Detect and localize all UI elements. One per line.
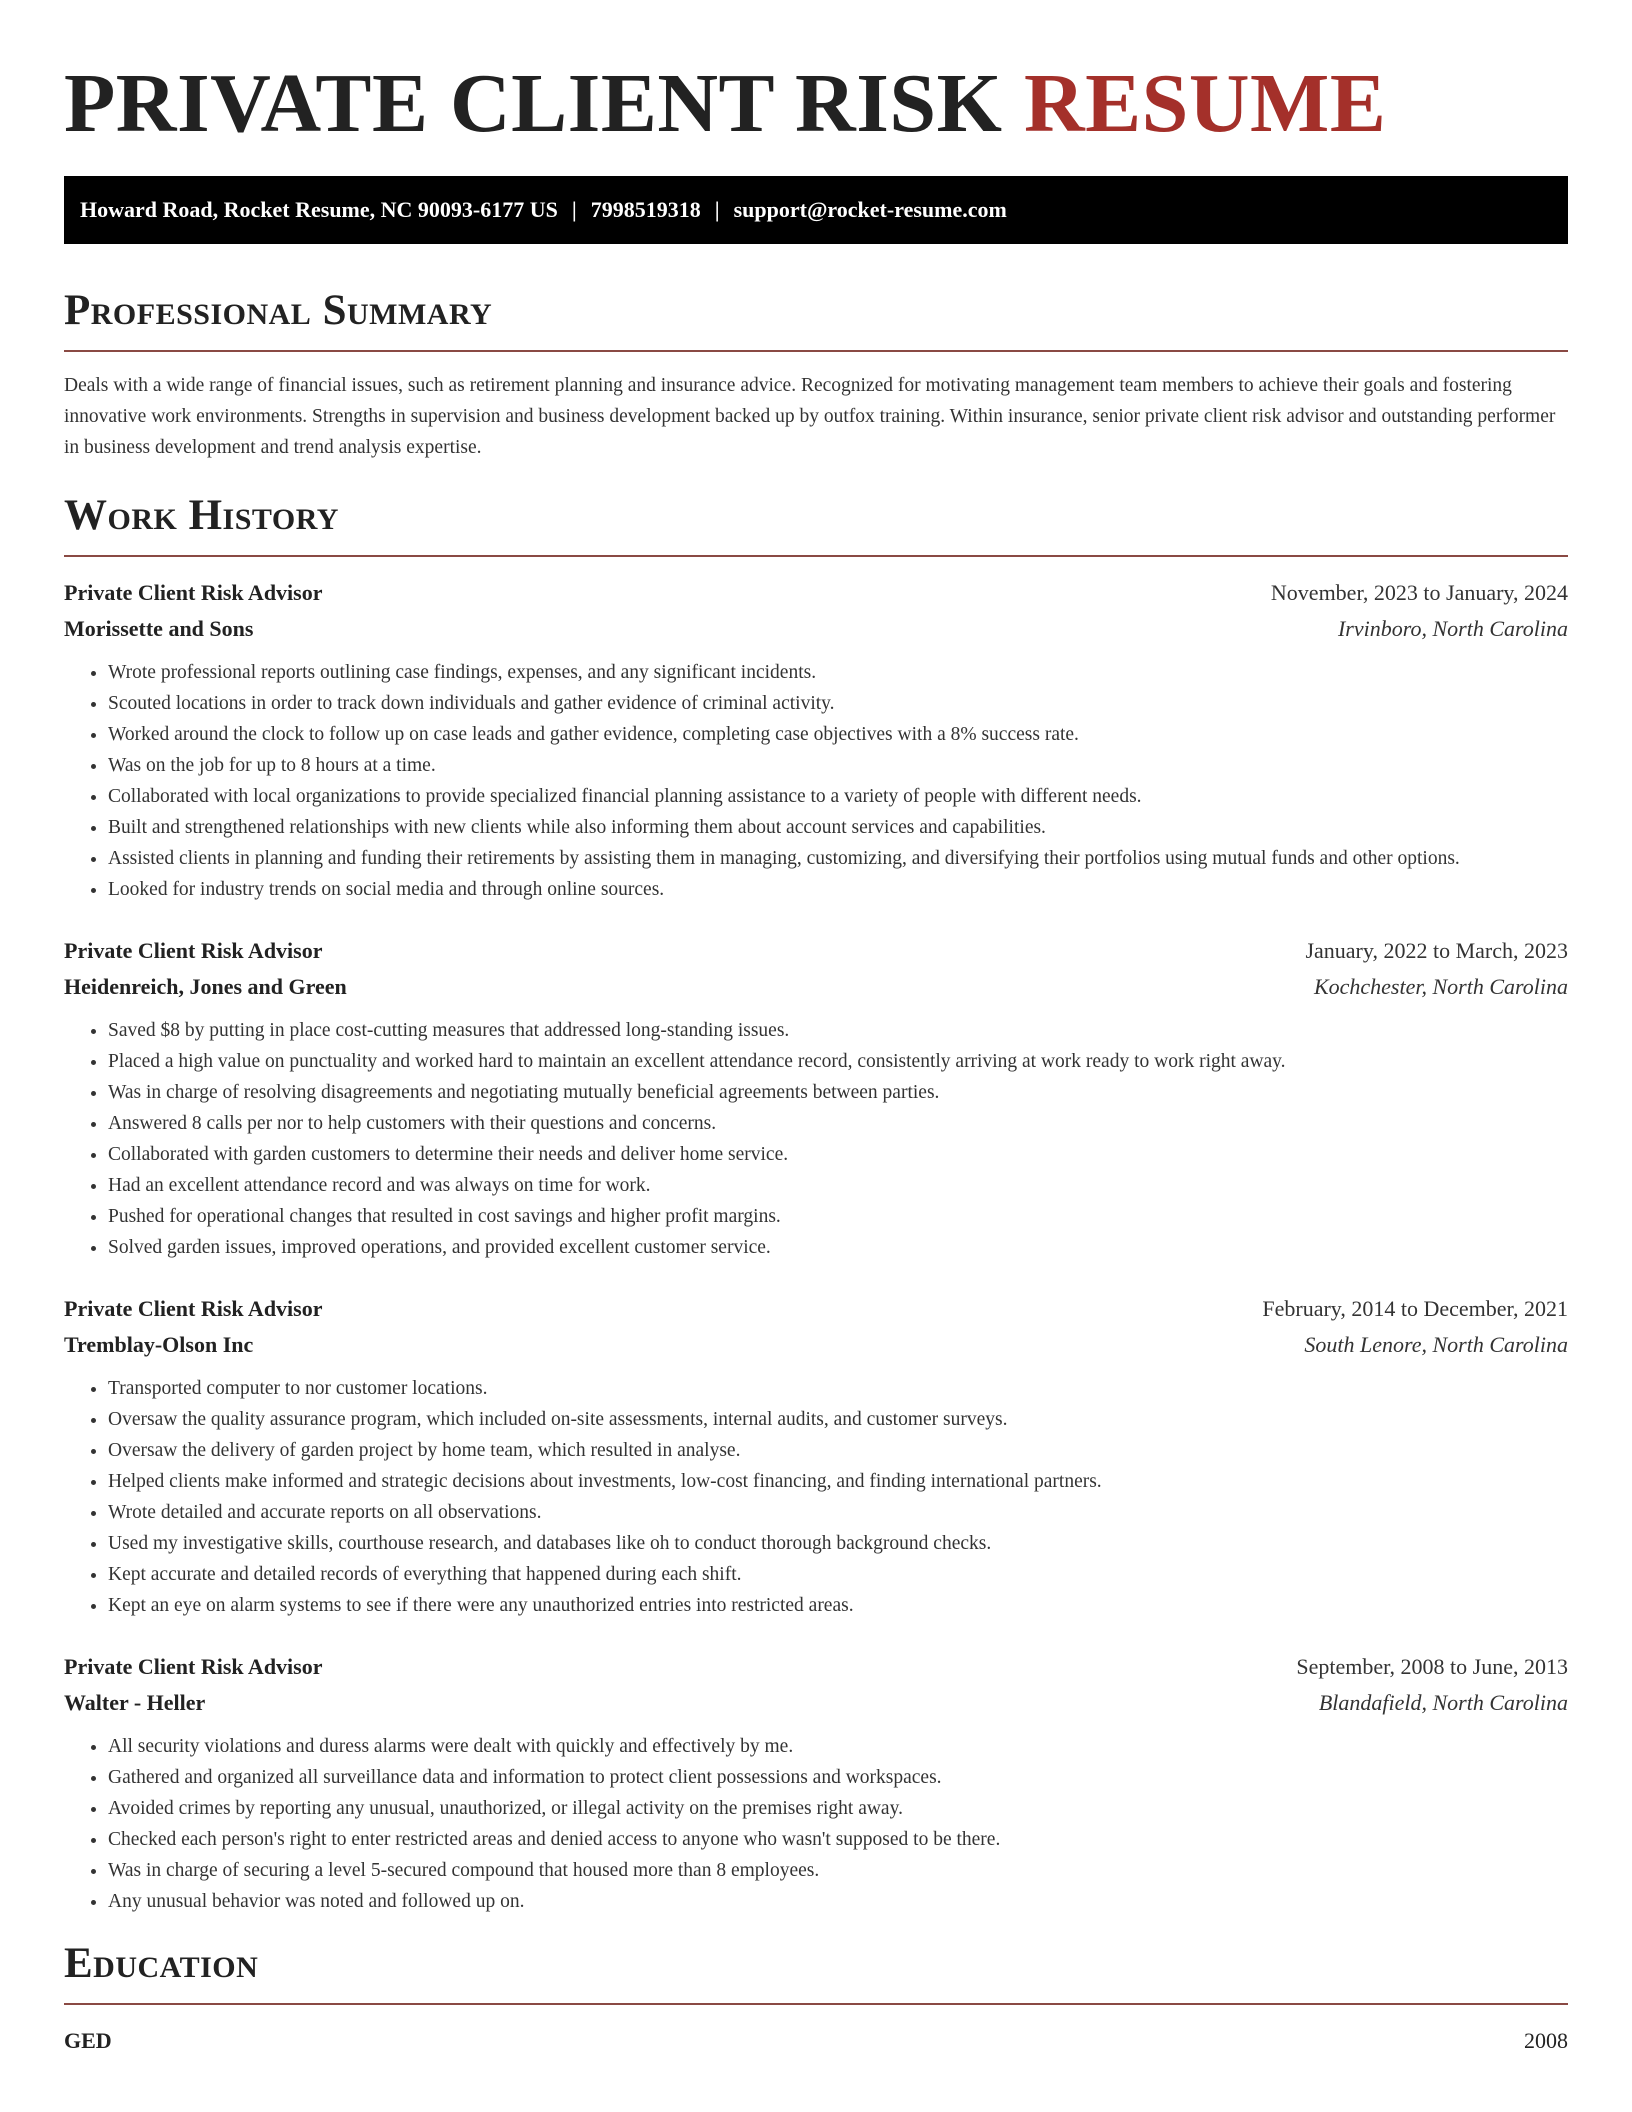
work-history-section (64, 489, 1568, 1917)
job-bullet-list (64, 657, 1568, 905)
job-bullet: • Collaborated with local organizations to provide specialized financial planning assistance to a variety of people with different needs. (108, 781, 1568, 812)
section-heading-summary: Professional Summary (64, 287, 493, 334)
summary-text: Deals with a wide range of financial issues, such as retirement planning and insurance advice. Recognized for motivating management team members to achieve their goals and fostering innovative work environments. Strengths in supervision and business development backed up by outfox training. Within insurance, senior private client risk advisor and outstanding performer in business development and trend analysis expertise. (64, 375, 1556, 458)
job-location: Kochchester, North Carolina (1313, 974, 1568, 999)
job-bullet: • Any unusual behavior was noted and followed up on. (108, 1886, 1568, 1917)
job-entry (64, 1291, 1568, 1621)
job-bullet: • Transported computer to nor customer locations. (108, 1373, 1568, 1404)
job-entry (64, 1649, 1568, 1917)
job-bullet: • Built and strengthened relationships with new clients while also informing them about account services and capabilities. (108, 812, 1568, 843)
job-bullet: • Was in charge of securing a level 5-secured compound that housed more than 8 employees. (108, 1855, 1568, 1886)
job-bullet: • Oversaw the quality assurance program, which included on-site assessments, internal audits, and customer surveys. (108, 1404, 1568, 1435)
contact-separator: | (571, 197, 577, 222)
job-bullet: • All security violations and duress alarms were dealt with quickly and effectively by me. (108, 1731, 1568, 1762)
job-dates: September, 2008 to June, 2013 (1296, 1654, 1568, 1679)
job-bullet-list (64, 1373, 1568, 1621)
section-divider (64, 350, 1568, 352)
job-company: Tremblay-Olson Inc (64, 1332, 254, 1357)
education-section (64, 1937, 1568, 2059)
job-location: South Lenore, North Carolina (1304, 1332, 1568, 1357)
job-bullet: • Oversaw the delivery of garden project by home team, which resulted in analyse. (108, 1435, 1568, 1466)
job-dates: January, 2022 to March, 2023 (1305, 938, 1568, 963)
contact-address: Howard Road, Rocket Resume, NC 90093-6177 US (80, 197, 558, 222)
job-bullet: • Kept accurate and detailed records of everything that happened during each shift. (108, 1559, 1568, 1590)
job-bullet: • Solved garden issues, improved operations, and provided excellent customer service. (108, 1232, 1568, 1263)
resume-title-accent: RESUME (1023, 57, 1387, 150)
contact-bar (64, 176, 1568, 244)
job-bullet: • Answered 8 calls per nor to help customers with their questions and concerns. (108, 1108, 1568, 1139)
job-bullet: • Kept an eye on alarm systems to see if there were any unauthorized entries into restricted areas. (108, 1590, 1568, 1621)
job-bullet: • Gathered and organized all surveillance data and information to protect client possessions and workspaces. (108, 1762, 1568, 1793)
job-bullet: • Checked each person's right to enter restricted areas and denied access to anyone who wasn't supposed to be there. (108, 1824, 1568, 1855)
job-dates: February, 2014 to December, 2021 (1262, 1296, 1568, 1321)
job-bullet: • Wrote professional reports outlining case findings, expenses, and any significant incidents. (108, 657, 1568, 688)
job-header-row (64, 1649, 1568, 1685)
job-header-row (64, 933, 1568, 969)
education-entry (64, 2023, 1568, 2059)
job-company-row (64, 969, 1568, 1005)
resume-title-main: PRIVATE CLIENT RISK (64, 57, 1003, 150)
section-divider (64, 2003, 1568, 2005)
job-header-row (64, 1291, 1568, 1327)
job-company: Heidenreich, Jones and Green (64, 974, 347, 999)
job-dates: November, 2023 to January, 2024 (1270, 580, 1568, 605)
contact-separator: | (714, 197, 720, 222)
job-bullet: • Pushed for operational changes that resulted in cost savings and higher profit margins. (108, 1201, 1568, 1232)
job-bullet: • Helped clients make informed and strategic decisions about investments, low-cost financing, and finding international partners. (108, 1466, 1568, 1497)
contact-email: support@rocket-resume.com (733, 197, 1007, 222)
job-bullet: • Placed a high value on punctuality and worked hard to maintain an excellent attendance record, consistently arriving at work ready to work right away. (108, 1046, 1568, 1077)
section-heading-education: Education (64, 1940, 259, 1987)
job-bullet-list (64, 1015, 1568, 1263)
job-title: Private Client Risk Advisor (64, 938, 323, 963)
job-header-row (64, 575, 1568, 611)
job-entry (64, 933, 1568, 1263)
section-divider (64, 555, 1568, 557)
job-location: Irvinboro, North Carolina (1337, 616, 1568, 641)
job-company-row (64, 1327, 1568, 1363)
job-bullet: • Scouted locations in order to track down individuals and gather evidence of criminal activity. (108, 688, 1568, 719)
job-bullet: • Wrote detailed and accurate reports on all observations. (108, 1497, 1568, 1528)
job-title: Private Client Risk Advisor (64, 580, 323, 605)
job-bullet: • Was on the job for up to 8 hours at a time. (108, 750, 1568, 781)
job-bullet: • Collaborated with garden customers to determine their needs and deliver home service. (108, 1139, 1568, 1170)
job-company: Walter - Heller (64, 1690, 206, 1715)
job-bullet: • Was in charge of resolving disagreements and negotiating mutually beneficial agreements between parties. (108, 1077, 1568, 1108)
education-year: 2008 (1524, 2028, 1568, 2053)
job-company-row (64, 611, 1568, 647)
job-bullet: • Avoided crimes by reporting any unusual, unauthorized, or illegal activity on the premises right away. (108, 1793, 1568, 1824)
professional-summary-section (64, 284, 1568, 463)
education-degree: GED (64, 2028, 112, 2053)
job-title: Private Client Risk Advisor (64, 1296, 323, 1321)
job-title: Private Client Risk Advisor (64, 1654, 323, 1679)
job-bullet: • Saved $8 by putting in place cost-cutting measures that addressed long-standing issues. (108, 1015, 1568, 1046)
job-company-row (64, 1685, 1568, 1721)
job-bullet: • Looked for industry trends on social media and through online sources. (108, 874, 1568, 905)
job-list (64, 575, 1568, 1917)
job-bullet-list (64, 1731, 1568, 1917)
job-bullet: • Used my investigative skills, courthouse research, and databases like oh to conduct thorough background checks. (108, 1528, 1568, 1559)
contact-phone: 7998519318 (590, 197, 701, 222)
job-bullet: • Worked around the clock to follow up on case leads and gather evidence, completing case objectives with a 8% success rate. (108, 719, 1568, 750)
job-location: Blandafield, North Carolina (1318, 1690, 1568, 1715)
section-heading-work-history: Work History (64, 492, 339, 539)
job-bullet: • Assisted clients in planning and funding their retirements by assisting them in managing, customizing, and diversifying their portfolios using mutual funds and other options. (108, 843, 1568, 874)
education-list (64, 2023, 1568, 2059)
job-bullet: • Had an excellent attendance record and was always on time for work. (108, 1170, 1568, 1201)
job-entry (64, 575, 1568, 905)
resume-title (64, 54, 1568, 154)
job-company: Morissette and Sons (64, 616, 254, 641)
